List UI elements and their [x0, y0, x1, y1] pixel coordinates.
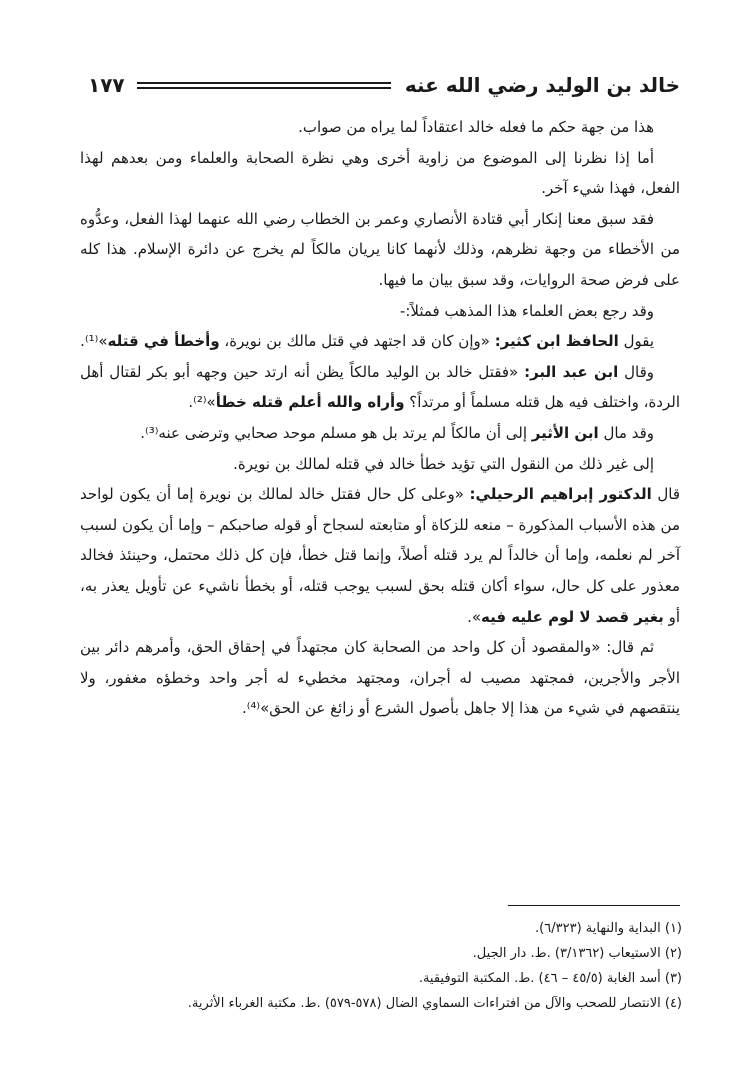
quote-ibn-kathir — [80, 326, 680, 357]
quote-al-ruhaili — [80, 479, 680, 632]
paragraph — [80, 449, 680, 480]
text-run: إلى أن مالكاً لم يرتد بل هو مسلم موحد صحابي وترضى عنه⁽³⁾. — [140, 423, 532, 442]
footnote-separator — [508, 905, 680, 906]
text-run: ثم قال: «والمقصود أن كل واحد من الصحابة كان مجتهداً في إحقاق الحق، وأمرهم دائر بين الأجر والأجرين، فمجتهد مصيب له أجران، ومجتهد مخطيء له أجر واحد وخطؤه مغفور، ولا ينتقصهم في شيء من هذا إلا جاهل بأصول الشرع أو زائغ عن الحق»⁽⁴⁾. — [80, 638, 680, 718]
bold-phrase: وأخطأ في قتله — [107, 332, 220, 351]
text-run: «وعلى كل حال فقتل خالد لمالك بن نويرة إما أن يكون لواحد من هذه الأسباب المذكورة – منعه للزكاة أو متابعته لسجاح أو قوله صاحبكم – وإما أن يكون لسبب آخر لم نعلمه، وإما أن خالداً لم يرد قتله أصلاً، وإنما قتل خطأ، فإن كل ذلك محتمل، وحينئذ فخالد معذور على كل حال، سواء أكان قتله بحق لسبب يوجب قتله، أو بخطأ ناشيء عن تأويل يعذر به، أو — [80, 485, 680, 626]
bold-phrase: بغير قصد لا لوم عليه فيه — [481, 607, 664, 626]
scholar-name: الدكتور إبراهيم الرحيلي: — [469, 485, 652, 504]
text-run: «فقتل خالد بن الوليد مالكاً يظن أنه ارتد حين وجهه أبو بكر لقتال أهل الردة، واختلف فيه هل قتله مسلماً أو مرتداً؟ — [80, 362, 680, 412]
page-number: ١٧٧ — [88, 73, 125, 97]
text-run: وقد رجع بعض العلماء هذا المذهب فمثلاً:- — [399, 301, 654, 320]
text-run: وقال — [618, 362, 654, 381]
text-run: »⁽¹⁾. — [80, 332, 108, 351]
paragraph — [80, 632, 680, 724]
main-text — [80, 112, 680, 724]
scholar-name: ابن الأثير — [531, 423, 599, 442]
text-run: »⁽²⁾. — [188, 393, 216, 412]
text-run: وقد مال — [598, 423, 654, 442]
bold-phrase: وأراه والله أعلم قتله خطأ — [215, 393, 405, 412]
text-run: فقد سبق معنا إنكار أبي قتادة الأنصاري وعمر بن الخطاب رضي الله عنهما لهذا الفعل، وعدُّوه من الأخطاء من وجهة نظرهم، وذلك لأنهما كانا يريان مالكاً لم يخرج عن دائرة الإسلام. هذا كله على فرض صحة الروايات، وقد سبق بيان ما فيها. — [80, 209, 680, 289]
paragraph — [80, 296, 680, 327]
footnote: (٢) الاستيعاب (٣/١٣٦٢) .ط. دار الجيل. — [472, 946, 682, 961]
paragraph — [80, 143, 680, 204]
header-rule — [137, 82, 391, 89]
text-run: يقول — [618, 332, 654, 351]
paragraph — [80, 204, 680, 296]
quote-ibn-al-athir — [80, 418, 680, 449]
text-run: إلى غير ذلك من النقول التي تؤيد خطأ خالد في قتله لمالك بن نويرة. — [233, 454, 654, 473]
text-run: قال — [651, 485, 680, 504]
footnote: (٤) الانتصار للصحب والآل من افتراءات السماوي الضال (٥٧٨-٥٧٩) .ط. مكتبة الغرباء الأثرية. — [187, 996, 682, 1011]
scholar-name: ابن عبد البر: — [524, 362, 619, 381]
scholar-name: الحافظ ابن كثير: — [494, 332, 619, 351]
footnote: (٣) أسد الغابة (٤٥/٥ – ٤٦) .ط. المكتبة التوفيقية. — [418, 971, 682, 986]
footnotes — [80, 916, 682, 1016]
page-header — [88, 68, 680, 102]
text-run: هذا من جهة حكم ما فعله خالد اعتقاداً لما يراه من صواب. — [298, 118, 654, 136]
footnote: (١) البداية والنهاية (٦/٣٢٣). — [535, 921, 682, 936]
text-run: ». — [467, 607, 482, 626]
paragraph — [80, 112, 680, 143]
text-run: أما إذا نظرنا إلى الموضوع من زاوية أخرى وهي نظرة الصحابة والعلماء ومن بعدهم لهذا الفعل، فهذا شيء آخر. — [80, 148, 680, 198]
text-run: «وإن كان قد اجتهد في قتل مالك بن نويرة، — [219, 332, 495, 351]
quote-ibn-abd-al-barr — [80, 357, 680, 418]
running-title: خالد بن الوليد رضي الله عنه — [404, 73, 680, 97]
